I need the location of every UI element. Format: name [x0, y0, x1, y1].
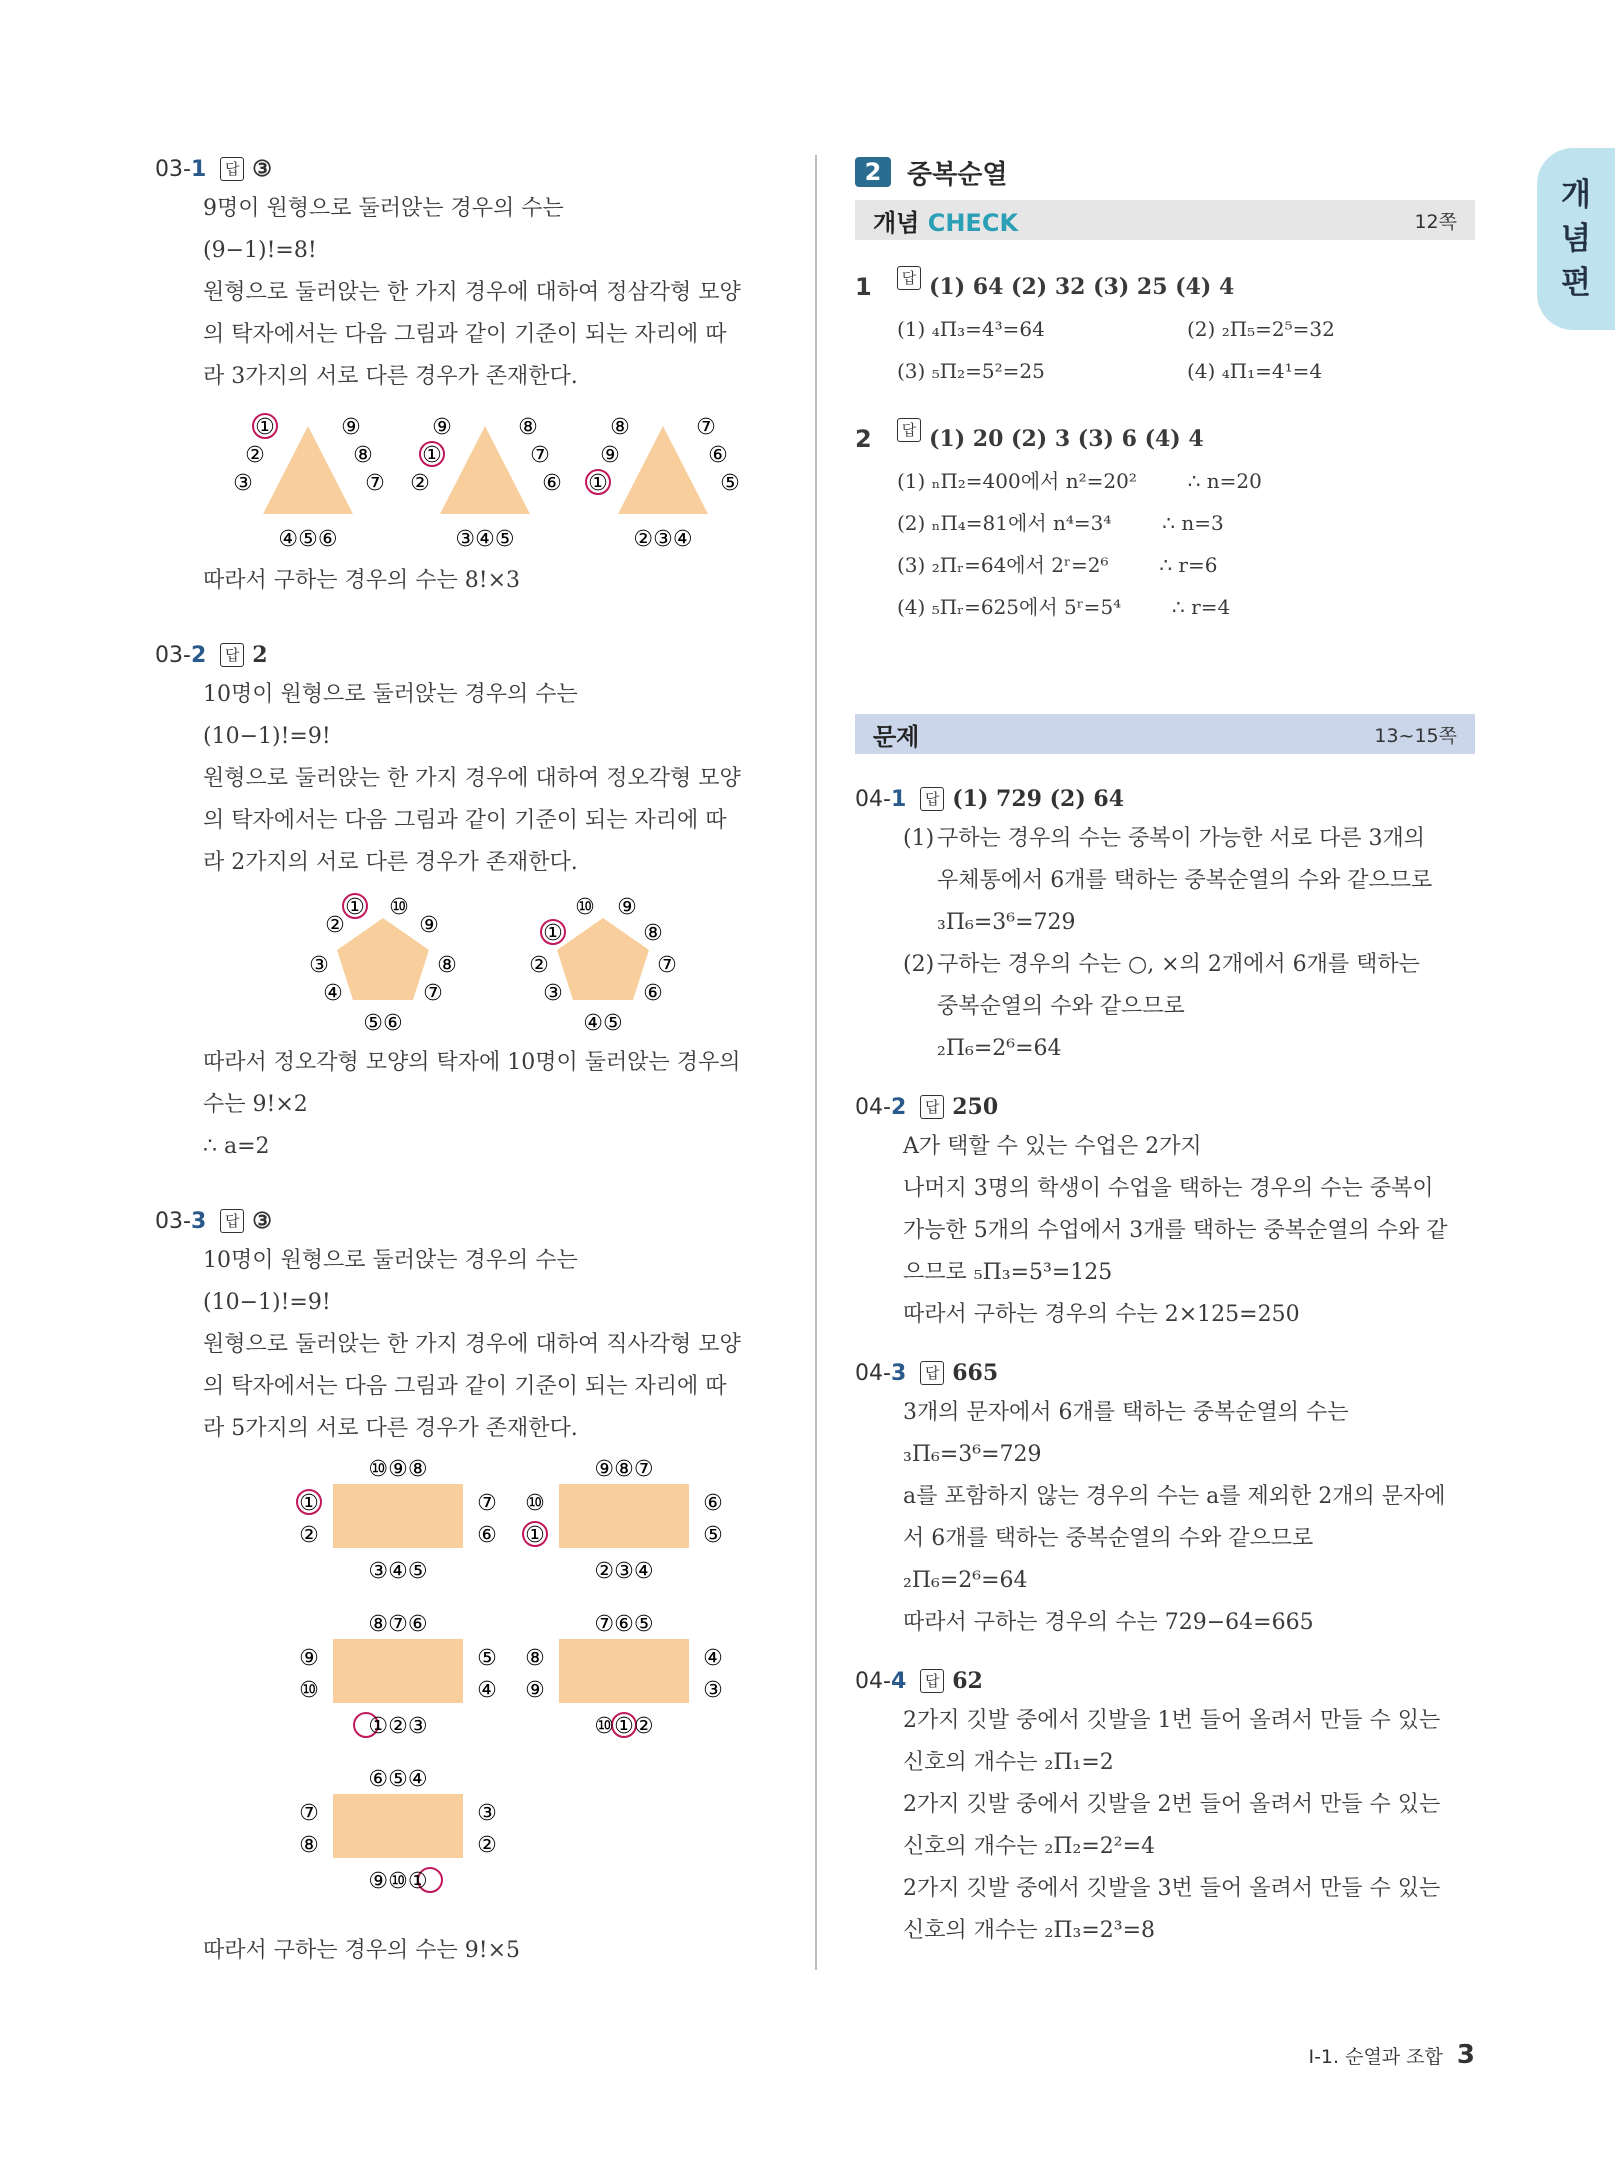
- svg-text:⑧: ⑧: [525, 1646, 545, 1671]
- solution-line: ₃Π₆=3⁶=729: [937, 910, 1076, 935]
- svg-text:⑤⑥: ⑤⑥: [363, 1011, 403, 1036]
- rectangle-diagram-1: [297, 1457, 497, 1584]
- svg-text:⑨: ⑨: [600, 443, 620, 468]
- svg-text:⑦⑥⑤: ⑦⑥⑤: [594, 1612, 654, 1637]
- solution-line: 9명이 원형으로 둘러앉는 경우의 수는: [203, 196, 564, 221]
- problem-id-number: 2: [190, 642, 207, 668]
- problem-id-number: 3: [190, 1208, 207, 1234]
- page-ref: 12쪽: [1414, 210, 1457, 233]
- svg-text:⑨: ⑨: [299, 1646, 319, 1671]
- svg-text:⑨: ⑨: [617, 895, 637, 920]
- problem-03-1: [155, 150, 795, 602]
- solution-line: ₃Π₆=3⁶=729: [903, 1442, 1042, 1467]
- problems-bar: [855, 714, 1475, 754]
- problem-03-2: [155, 636, 795, 1168]
- svg-text:⑨⑩①: ⑨⑩①: [368, 1869, 428, 1894]
- svg-text:⑩: ⑩: [389, 895, 409, 920]
- answer-mark-icon: 답: [920, 1361, 944, 1385]
- rectangle-diagram-4: [525, 1612, 723, 1739]
- solution-line: 으므로 ₅Π₃=5³=125: [903, 1260, 1113, 1285]
- section-tab: [1537, 148, 1615, 330]
- solution-line: ₂Π₆=2⁶=64: [903, 1568, 1028, 1593]
- svg-text:⑦: ⑦: [299, 1801, 319, 1826]
- svg-text:⑨: ⑨: [341, 415, 361, 440]
- answer-value: ③: [252, 156, 272, 182]
- triangle-diagram-1: [233, 414, 385, 552]
- svg-text:⑨: ⑨: [419, 913, 439, 938]
- solution-line: 3개의 문자에서 6개를 택하는 중복순열의 수는: [903, 1400, 1349, 1425]
- svg-text:⑦: ⑦: [423, 981, 443, 1006]
- problem-id-prefix: 03-: [155, 1208, 191, 1234]
- svg-text:①: ①: [525, 1523, 545, 1548]
- solution-line: 라 3가지의 서로 다른 경우가 존재한다.: [203, 364, 578, 389]
- answer-value: (1) 729 (2) 64: [952, 786, 1125, 812]
- answer-mark-icon: 답: [897, 418, 921, 442]
- answer-value: (1) 20 (2) 3 (3) 6 (4) 4: [929, 426, 1204, 452]
- problem-id-prefix: 04-: [855, 1668, 891, 1694]
- problem-04-4: [855, 1662, 1475, 1952]
- svg-text:⑧: ⑧: [643, 921, 663, 946]
- svg-text:④⑤: ④⑤: [583, 1011, 623, 1036]
- svg-text:③④⑤: ③④⑤: [368, 1559, 428, 1584]
- rectangle-diagram-3: [299, 1612, 497, 1739]
- svg-text:⑥: ⑥: [708, 443, 728, 468]
- left-column: [155, 150, 795, 2006]
- solution-line: 2가지 깃발 중에서 깃발을 1번 들어 올려서 만들 수 있는: [903, 1708, 1441, 1733]
- sub-label: (2): [903, 952, 935, 977]
- solution-line: 신호의 개수는 ₂Π₁=2: [903, 1750, 1114, 1775]
- solution-item: (4) ₅Πᵣ=625에서 5ʳ=5⁴ ∴ r=4: [897, 595, 1231, 619]
- solution-line: (10−1)!=9!: [203, 724, 331, 749]
- svg-text:⑦: ⑦: [696, 415, 716, 440]
- svg-text:①: ①: [543, 921, 563, 946]
- svg-text:⑥: ⑥: [643, 981, 663, 1006]
- tab-char: 념: [1561, 221, 1591, 257]
- solution-item: (2) ₙΠ₄=81에서 n⁴=3⁴ ∴ n=3: [897, 511, 1224, 535]
- svg-text:②: ②: [529, 953, 549, 978]
- solution-line: 라 2가지의 서로 다른 경우가 존재한다.: [203, 850, 578, 875]
- svg-text:⑤: ⑤: [477, 1646, 497, 1671]
- solution-line: 구하는 경우의 수는 ○, ×의 2개에서 6개를 택하는: [937, 952, 1420, 977]
- svg-text:⑩①②: ⑩①②: [594, 1714, 654, 1739]
- column-divider: [815, 155, 817, 1970]
- answer-value: 2: [252, 642, 268, 668]
- svg-text:⑩: ⑩: [525, 1491, 545, 1516]
- svg-text:⑦: ⑦: [530, 443, 550, 468]
- svg-text:②③④: ②③④: [594, 1559, 654, 1584]
- item-number: 1: [855, 273, 872, 301]
- solution-line: 원형으로 둘러앉는 한 가지 경우에 대하여 직사각형 모양: [203, 1332, 741, 1357]
- svg-text:⑧: ⑧: [299, 1833, 319, 1858]
- item-number: 2: [855, 425, 872, 453]
- problem-id-number: 1: [190, 156, 207, 182]
- svg-text:⑨: ⑨: [525, 1678, 545, 1703]
- svg-text:③: ③: [543, 981, 563, 1006]
- answer-value: 250: [952, 1094, 999, 1120]
- conclusion-line: 따라서 구하는 경우의 수는 9!×5: [203, 1938, 521, 1963]
- solution-line: 우체통에서 6개를 택하는 중복순열의 수와 같으므로: [937, 868, 1433, 893]
- svg-text:⑧: ⑧: [610, 415, 630, 440]
- svg-text:⑦: ⑦: [477, 1491, 497, 1516]
- solution-line: 의 탁자에서는 다음 그림과 같이 기준이 되는 자리에 따: [203, 322, 727, 347]
- solution-line: A가 택할 수 있는 수업은 2가지: [903, 1134, 1202, 1159]
- svg-text:①: ①: [422, 443, 442, 468]
- answer-mark-icon: 답: [920, 1095, 944, 1119]
- solution-line: 라 5가지의 서로 다른 경우가 존재한다.: [203, 1416, 578, 1441]
- solution-line: 중복순열의 수와 같으므로: [937, 994, 1185, 1019]
- section-header: [855, 150, 1475, 194]
- concept-check-bar: [855, 200, 1475, 240]
- solution-line: 신호의 개수는 ₂Π₃=2³=8: [903, 1918, 1156, 1943]
- svg-text:④: ④: [477, 1678, 497, 1703]
- problem-id-prefix: 04-: [855, 786, 891, 812]
- problem-04-1: [855, 780, 1475, 1070]
- svg-text:⑧: ⑧: [437, 953, 457, 978]
- solution-line: 의 탁자에서는 다음 그림과 같이 기준이 되는 자리에 따: [203, 808, 727, 833]
- svg-text:②: ②: [410, 471, 430, 496]
- solution-line: ₂Π₆=2⁶=64: [937, 1036, 1062, 1061]
- conclusion-line: 따라서 구하는 경우의 수는 8!×3: [203, 568, 521, 593]
- solution-line: 원형으로 둘러앉는 한 가지 경우에 대하여 정오각형 모양: [203, 766, 741, 791]
- page-ref: 13~15쪽: [1374, 724, 1457, 747]
- answer-mark-icon: 답: [920, 787, 944, 811]
- rectangle-table-figure: [223, 1454, 783, 1924]
- solution-line: 가능한 5개의 수업에서 3개를 택하는 중복순열의 수와 같: [903, 1218, 1448, 1243]
- svg-text:②③④: ②③④: [633, 527, 693, 552]
- svg-text:②: ②: [299, 1523, 319, 1548]
- solution-line: 구하는 경우의 수는 중복이 가능한 서로 다른 3개의: [937, 826, 1425, 851]
- svg-text:①: ①: [255, 415, 275, 440]
- answer-value: (1) 64 (2) 32 (3) 25 (4) 4: [929, 274, 1235, 300]
- svg-text:⑤: ⑤: [703, 1523, 723, 1548]
- answer-mark-icon: 답: [920, 1669, 944, 1693]
- svg-text:⑥: ⑥: [542, 471, 562, 496]
- tab-char: 편: [1561, 265, 1591, 301]
- problem-04-2: [855, 1088, 1475, 1336]
- svg-text:①: ①: [345, 895, 365, 920]
- solution-item: (2) ₂Π₅=2⁵=32: [1187, 317, 1335, 341]
- solution-line: 신호의 개수는 ₂Π₂=2²=4: [903, 1834, 1156, 1859]
- problem-03-3: [155, 1202, 795, 1972]
- problem-id-number: 2: [890, 1094, 907, 1120]
- solution-line: 10명이 원형으로 둘러앉는 경우의 수는: [203, 682, 578, 707]
- solution-line: 따라서 구하는 경우의 수는 2×125=250: [903, 1302, 1300, 1327]
- solution-line: 따라서 구하는 경우의 수는 729−64=665: [903, 1610, 1314, 1635]
- solution-line: a를 포함하지 않는 경우의 수는 a를 제외한 2개의 문자에: [903, 1484, 1446, 1509]
- svg-text:①②③: ①②③: [368, 1714, 428, 1739]
- svg-text:⑤: ⑤: [720, 471, 740, 496]
- svg-text:⑨⑧⑦: ⑨⑧⑦: [594, 1457, 654, 1482]
- problem-id-prefix: 04-: [855, 1094, 891, 1120]
- triangle-table-figure: [223, 404, 783, 554]
- problem-id-prefix: 04-: [855, 1360, 891, 1386]
- triangle-diagram-2: [410, 415, 562, 552]
- svg-text:②: ②: [477, 1833, 497, 1858]
- solution-line: 2가지 깃발 중에서 깃발을 2번 들어 올려서 만들 수 있는: [903, 1792, 1441, 1817]
- svg-text:⑦: ⑦: [365, 471, 385, 496]
- pentagon-diagram-2: [529, 895, 677, 1036]
- svg-text:③: ③: [703, 1678, 723, 1703]
- svg-text:⑥⑤④: ⑥⑤④: [368, 1767, 428, 1792]
- concept-check-2: [855, 418, 1475, 628]
- solution-line: (10−1)!=9!: [203, 1290, 331, 1315]
- triangle-diagram-3: [586, 415, 740, 552]
- svg-text:⑩: ⑩: [575, 895, 595, 920]
- solution-item: (3) ₂Πᵣ=64에서 2ʳ=2⁶ ∴ r=6: [897, 553, 1218, 577]
- solution-line: 10명이 원형으로 둘러앉는 경우의 수는: [203, 1248, 578, 1273]
- answer-mark-icon: 답: [897, 266, 921, 290]
- svg-text:⑧: ⑧: [518, 415, 538, 440]
- problem-id-prefix: 03-: [155, 642, 191, 668]
- conclusion-line: 수는 9!×2: [203, 1092, 308, 1117]
- problem-04-3: [855, 1354, 1475, 1644]
- svg-text:⑧: ⑧: [353, 443, 373, 468]
- tab-char: 개: [1561, 177, 1591, 213]
- solution-item: (4) ₄Π₁=4¹=4: [1187, 359, 1323, 383]
- answer-mark-icon: 답: [220, 643, 244, 667]
- svg-text:⑧⑦⑥: ⑧⑦⑥: [368, 1612, 428, 1637]
- answer-value: ③: [252, 1208, 272, 1234]
- concept-label: 개념: [873, 208, 920, 237]
- problem-id-number: 4: [890, 1668, 907, 1694]
- rectangle-diagram-2: [523, 1457, 723, 1584]
- pentagon-diagram-1: [309, 894, 457, 1036]
- svg-text:④: ④: [323, 981, 343, 1006]
- svg-text:④: ④: [703, 1646, 723, 1671]
- solution-line: 나머지 3명의 학생이 수업을 택하는 경우의 수는 중복이: [903, 1176, 1434, 1201]
- page-number: 3: [1456, 2040, 1475, 2070]
- svg-text:③④⑤: ③④⑤: [455, 527, 515, 552]
- sub-label: (1): [903, 826, 935, 851]
- problem-id-number: 1: [890, 786, 907, 812]
- solution-item: (1) ₄Π₃=4³=64: [897, 317, 1045, 341]
- svg-text:①: ①: [588, 471, 608, 496]
- conclusion-line: ∴ a=2: [203, 1134, 270, 1159]
- right-column: [855, 150, 1475, 1986]
- svg-text:③: ③: [477, 1801, 497, 1826]
- answer-value: 62: [952, 1668, 983, 1694]
- chapter-label: Ⅰ-1. 순열과 조합: [1308, 2046, 1443, 2068]
- problems-label: 문제: [873, 722, 920, 751]
- answer-mark-icon: 답: [220, 157, 244, 181]
- svg-text:⑥: ⑥: [703, 1491, 723, 1516]
- problem-id-number: 3: [890, 1360, 907, 1386]
- section-title: 중복순열: [907, 159, 1008, 190]
- solution-line: 원형으로 둘러앉는 한 가지 경우에 대하여 정삼각형 모양: [203, 280, 741, 305]
- svg-text:⑦: ⑦: [657, 953, 677, 978]
- svg-text:③: ③: [233, 471, 253, 496]
- svg-text:②: ②: [245, 443, 265, 468]
- svg-text:⑨: ⑨: [432, 415, 452, 440]
- solution-item: (3) ₅Π₂=5²=25: [897, 359, 1045, 383]
- answer-mark-icon: 답: [220, 1209, 244, 1233]
- solution-item: (1) ₙΠ₂=400에서 n²=20² ∴ n=20: [897, 469, 1262, 493]
- conclusion-line: 따라서 정오각형 모양의 탁자에 10명이 둘러앉는 경우의: [203, 1050, 741, 1075]
- svg-text:③: ③: [309, 953, 329, 978]
- solution-line: 서 6개를 택하는 중복순열의 수와 같으므로: [903, 1526, 1314, 1551]
- check-label: CHECK: [927, 208, 1019, 237]
- svg-text:①: ①: [299, 1491, 319, 1516]
- svg-text:⑩: ⑩: [299, 1678, 319, 1703]
- concept-check-1: [855, 266, 1475, 392]
- svg-text:⑩⑨⑧: ⑩⑨⑧: [368, 1457, 428, 1482]
- pentagon-table-figure: [223, 888, 783, 1038]
- problem-id-prefix: 03-: [155, 156, 191, 182]
- solution-line: 의 탁자에서는 다음 그림과 같이 기준이 되는 자리에 따: [203, 1374, 727, 1399]
- page-footer: [1308, 2040, 1475, 2070]
- solution-line: (9−1)!=8!: [203, 238, 317, 263]
- section-number-badge: 2: [855, 157, 891, 187]
- answer-value: 665: [952, 1360, 999, 1386]
- svg-text:④⑤⑥: ④⑤⑥: [278, 527, 338, 552]
- rectangle-diagram-5: [299, 1767, 497, 1894]
- svg-text:②: ②: [325, 913, 345, 938]
- svg-text:⑥: ⑥: [477, 1523, 497, 1548]
- solution-line: 2가지 깃발 중에서 깃발을 3번 들어 올려서 만들 수 있는: [903, 1876, 1441, 1901]
